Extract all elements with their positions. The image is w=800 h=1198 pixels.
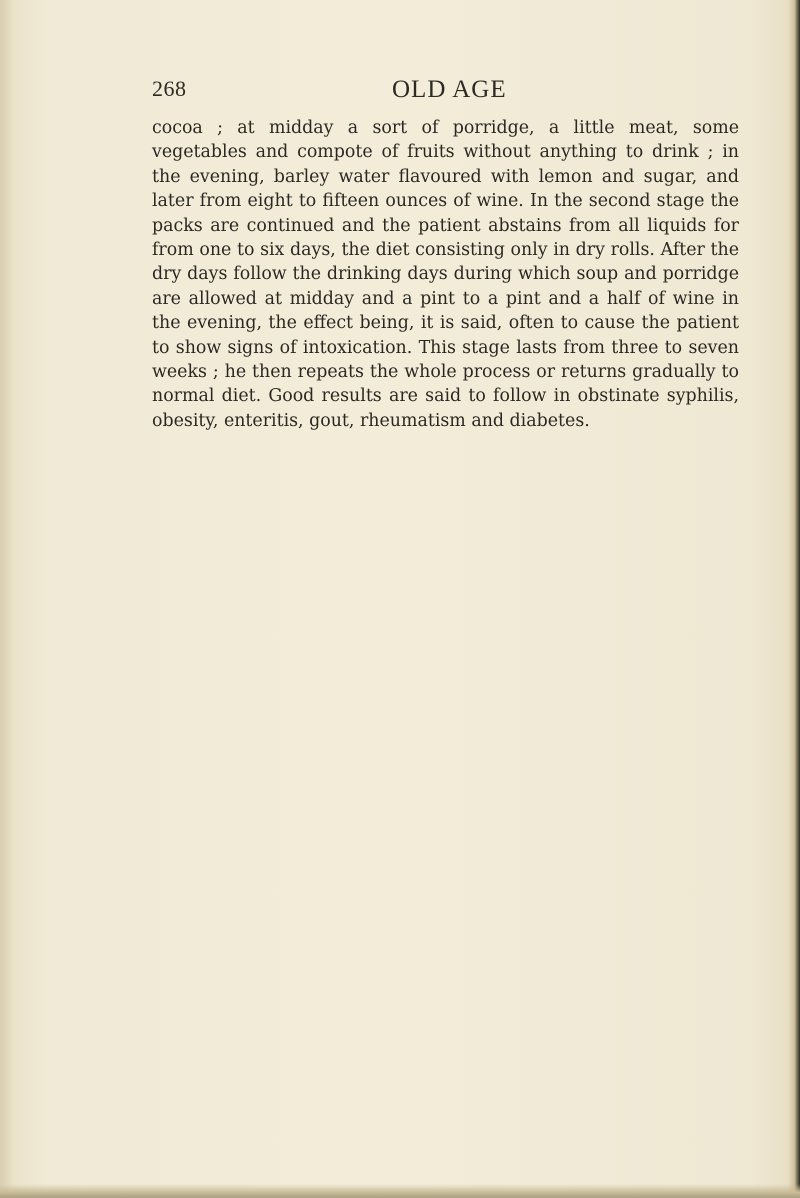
page-right-edge	[788, 0, 800, 1198]
page-header	[152, 76, 772, 110]
body-paragraph: cocoa ; at midday a sort of porridge, a little meat, some vegetables and compote of fruits without anything to drink ; in the evening, barley water flavoured with lemon and sugar, and later from eight to fifteen ounces of wine. In the second stage the packs are continued and the patient abstains from all liquids for from one to six days, the diet consisting only in dry rolls. After the dry days follow the drinking days during which soup and porridge are allowed at midday and a pint to a pint and a half of wine in the evening, the effect being, it is said, often to cause the patient to show signs of intoxication. This stage lasts from three to seven weeks ; he then repeats the whole process or returns gradually to normal diet. Good results are said to follow in obstinate syphilis, obesity, enteritis, gout, rheumatism and diabetes.	[152, 118, 739, 431]
running-head: OLD AGE	[392, 76, 507, 103]
gutter-shadow	[0, 0, 14, 1198]
page-bottom-edge	[0, 1184, 800, 1198]
page-number: 268	[152, 76, 187, 101]
